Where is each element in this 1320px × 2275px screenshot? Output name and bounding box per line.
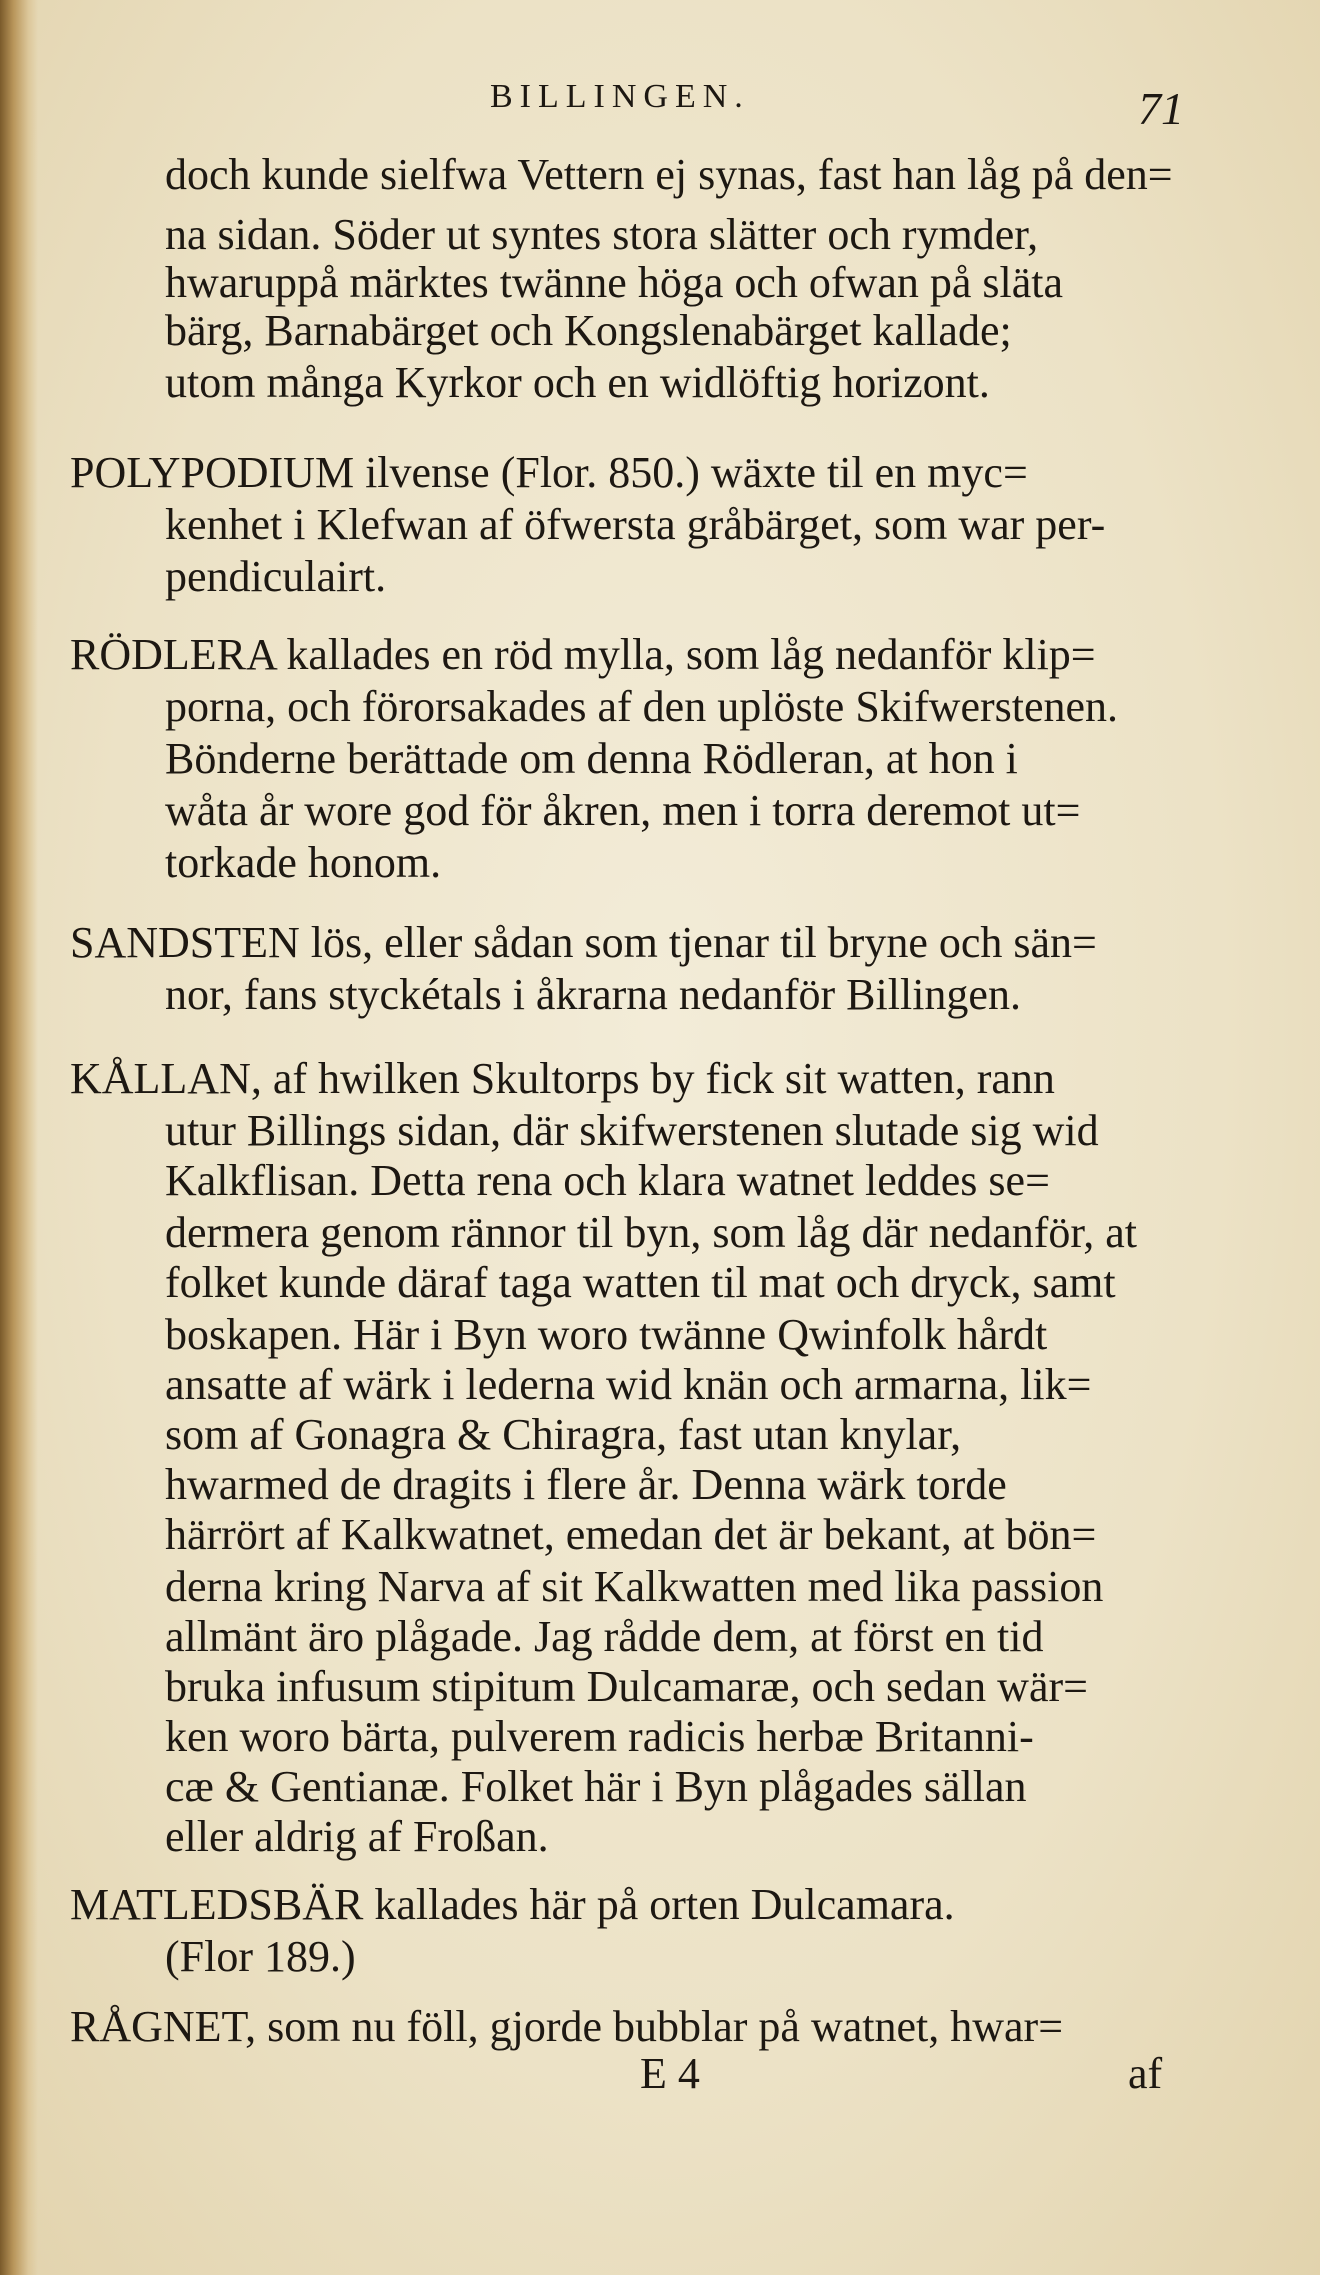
running-title: BILLINGEN. <box>490 78 750 115</box>
text-line: ansatte af wärk i lederna wid knän och armarna, lik= <box>165 1360 1092 1409</box>
text-line: KÅLLAN, af hwilken Skultorps by fick sit watten, rann <box>70 1054 1055 1103</box>
text-line: POLYPODIUM ilvense (Flor. 850.) wäxte til en myc= <box>70 448 1028 497</box>
text-line: bruka infusum stipitum Dulcamaræ, och sedan wär= <box>165 1662 1088 1711</box>
text-line: allmänt äro plågade. Jag rådde dem, at först en tid <box>165 1612 1044 1661</box>
catchword: af <box>1128 2049 1163 2098</box>
text-line: hwaruppå märktes twänne höga och ofwan på släta <box>165 258 1064 307</box>
book-spine-shadow <box>0 0 38 2275</box>
text-line: utom många Kyrkor och en widlöftig horizont. <box>165 358 990 407</box>
text-line: (Flor 189.) <box>165 1932 356 1981</box>
text-line: bärg, Barnabärget och Kongslenabärget kallade; <box>165 306 1012 355</box>
text-line: Kalkflisan. Detta rena och klara watnet leddes se= <box>165 1156 1050 1205</box>
text-line: hwarmed de dragits i flere år. Denna wärk torde <box>165 1460 1007 1509</box>
text-line: torkade honom. <box>165 838 442 887</box>
text-line: härrört af Kalkwatnet, emedan det är bekant, at bön= <box>165 1510 1097 1559</box>
text-line: doch kunde sielfwa Vettern ej synas, fast han låg på den= <box>165 150 1173 199</box>
text-line: kenhet i Klefwan af öfwersta gråbärget, som war per- <box>165 500 1106 549</box>
text-line: Bönderne berättade om denna Rödleran, at hon i <box>165 734 1018 783</box>
text-line: som af Gonagra & Chiragra, fast utan knylar, <box>165 1410 962 1459</box>
text-line: na sidan. Söder ut syntes stora slätter och rymder, <box>165 210 1039 259</box>
signature-mark: E 4 <box>640 2049 700 2098</box>
text-line: boskapen. Här i Byn woro twänne Qwinfolk hårdt <box>165 1310 1048 1359</box>
text-line: eller aldrig af Froßan. <box>165 1812 549 1861</box>
text-line: MATLEDSBÄR kallades här på orten Dulcamara. <box>70 1880 955 1929</box>
text-line: dermera genom rännor til byn, som låg där nedanför, at <box>165 1208 1138 1257</box>
text-line: porna, och förorsakades af den uplöste Skifwerstenen. <box>165 682 1119 731</box>
text-line: folket kunde däraf taga watten til mat och dryck, samt <box>165 1258 1116 1307</box>
text-line: RÅGNET, som nu föll, gjorde bubblar på watnet, hwar= <box>70 2002 1064 2051</box>
text-line: cæ & Gentianæ. Folket här i Byn plågades sällan <box>165 1762 1027 1811</box>
text-line: pendiculairt. <box>165 552 387 601</box>
text-line: wåta år wore god för åkren, men i torra deremot ut= <box>165 786 1081 835</box>
text-line: nor, fans styckétals i åkrarna nedanför Billingen. <box>165 970 1021 1019</box>
text-line: SANDSTEN lös, eller sådan som tjenar til bryne och sän= <box>70 918 1097 967</box>
text-line: ken woro bärta, pulverem radicis herbæ Britanni- <box>165 1712 1034 1761</box>
text-line: utur Billings sidan, där skifwerstenen slutade sig wid <box>165 1106 1099 1155</box>
page-number: 71 <box>1138 83 1184 134</box>
text-line: RÖDLERA kallades en röd mylla, som låg nedanför klip= <box>70 630 1096 679</box>
text-line: derna kring Narva af sit Kalkwatten med lika passion <box>165 1562 1104 1611</box>
